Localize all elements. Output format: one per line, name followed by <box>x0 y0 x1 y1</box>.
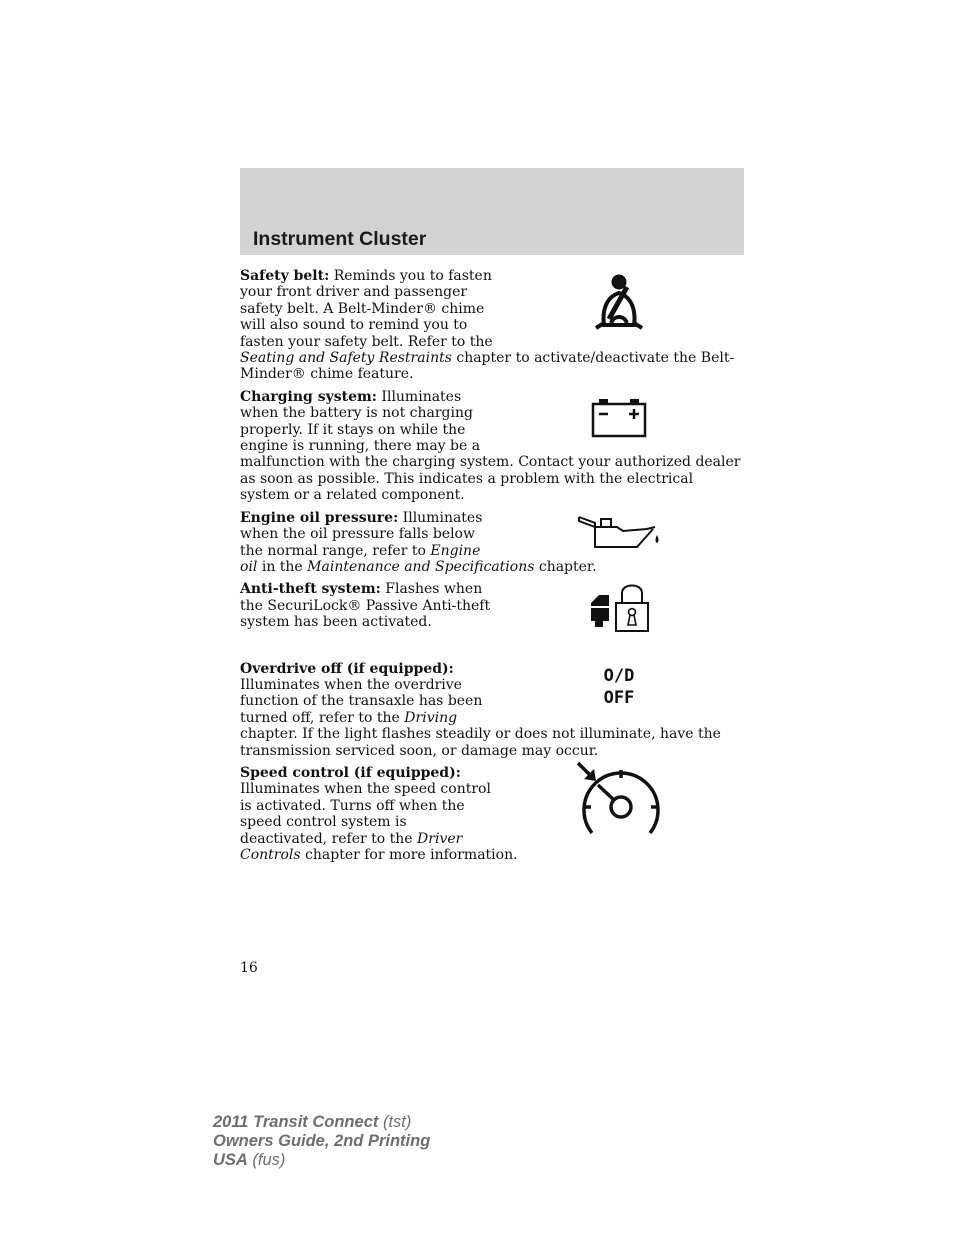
anti-theft-icon <box>494 581 744 633</box>
footer-guide-edition: Owners Guide, 2nd Printing <box>213 1132 431 1150</box>
engine-oil-entry <box>240 510 744 576</box>
safety-belt-chapter-ref: Seating and Safety Restraints <box>240 350 452 367</box>
overdrive-off-icon <box>494 661 744 713</box>
anti-theft-label: Anti-theft system: <box>240 581 381 598</box>
overdrive-off-entry <box>240 661 744 759</box>
footer-market-code: (fus) <box>247 1151 286 1169</box>
od-icon-line-2: OFF <box>603 687 635 708</box>
charging-system-entry <box>240 389 744 504</box>
engine-oil-ref: Engine oil <box>240 542 481 575</box>
speed-control-text-1: Illuminates when the speed control is activated. Turns off when the speed control system is deactivated, refer to the <box>240 781 491 847</box>
footer-market: USA <box>213 1151 248 1169</box>
overdrive-off-text-1: Illuminates when the overdrive function of the transaxle has been turned off, refer to the <box>240 676 483 726</box>
footer <box>213 1113 430 1170</box>
main-content <box>240 268 744 863</box>
engine-oil-text-3: chapter. <box>534 558 597 575</box>
speed-control-text-2: chapter for more information. <box>300 847 518 863</box>
charging-system-label: Charging system: <box>240 388 377 405</box>
section-title: Instrument Cluster <box>253 228 427 250</box>
engine-oil-label: Engine oil pressure: <box>240 509 399 526</box>
oil-can-icon <box>494 510 744 556</box>
od-icon-line-1: O/D <box>603 665 635 686</box>
seat-belt-icon <box>494 268 744 340</box>
safety-belt-entry <box>240 268 744 383</box>
battery-icon <box>494 389 744 447</box>
anti-theft-text: Flashes when the SecuriLock® Passive Anti-theft system has been activated. <box>240 581 491 631</box>
overdrive-off-text-2: chapter. If the light flashes steadily or does not illuminate, have the transmission serviced soon, or damage may occur. <box>240 726 721 759</box>
charging-system-text: Illuminates when the battery is not charging properly. If it stays on while the engine is running, there may be a malfunction with the charging system. Contact your authorized dealer as soon as possible. This indicates a problem with the electrical system or a related component. <box>240 388 741 504</box>
driving-chapter-ref: Driving <box>404 709 458 726</box>
footer-model: 2011 Transit Connect <box>213 1113 379 1131</box>
safety-belt-label: Safety belt: <box>240 268 330 284</box>
section-header-band <box>240 168 744 255</box>
safety-belt-text-2: chapter to activate/deactivate the Belt-Minder® chime feature. <box>240 350 735 383</box>
speed-control-icon <box>494 759 744 839</box>
driver-controls-chapter-ref: Driver Controls <box>240 830 463 863</box>
engine-oil-text-1: Illuminates when the oil pressure falls below the normal range, refer to <box>240 509 483 559</box>
page-number: 16 <box>240 960 258 976</box>
engine-oil-text-2: in the <box>257 558 308 575</box>
safety-belt-text-1: Reminds you to fasten your front driver and passenger safety belt. A Belt-Minder® chime will also sound to remind you to fasten your safety belt. Refer to the <box>240 268 493 350</box>
speed-control-entry <box>240 765 744 863</box>
overdrive-off-label: Overdrive off (if equipped): <box>240 660 454 677</box>
anti-theft-entry <box>240 581 744 630</box>
speed-control-label: Speed control (if equipped): <box>240 764 461 781</box>
maintenance-chapter-ref: Maintenance and Specifications <box>307 558 535 575</box>
footer-model-code: (tst) <box>378 1113 412 1131</box>
